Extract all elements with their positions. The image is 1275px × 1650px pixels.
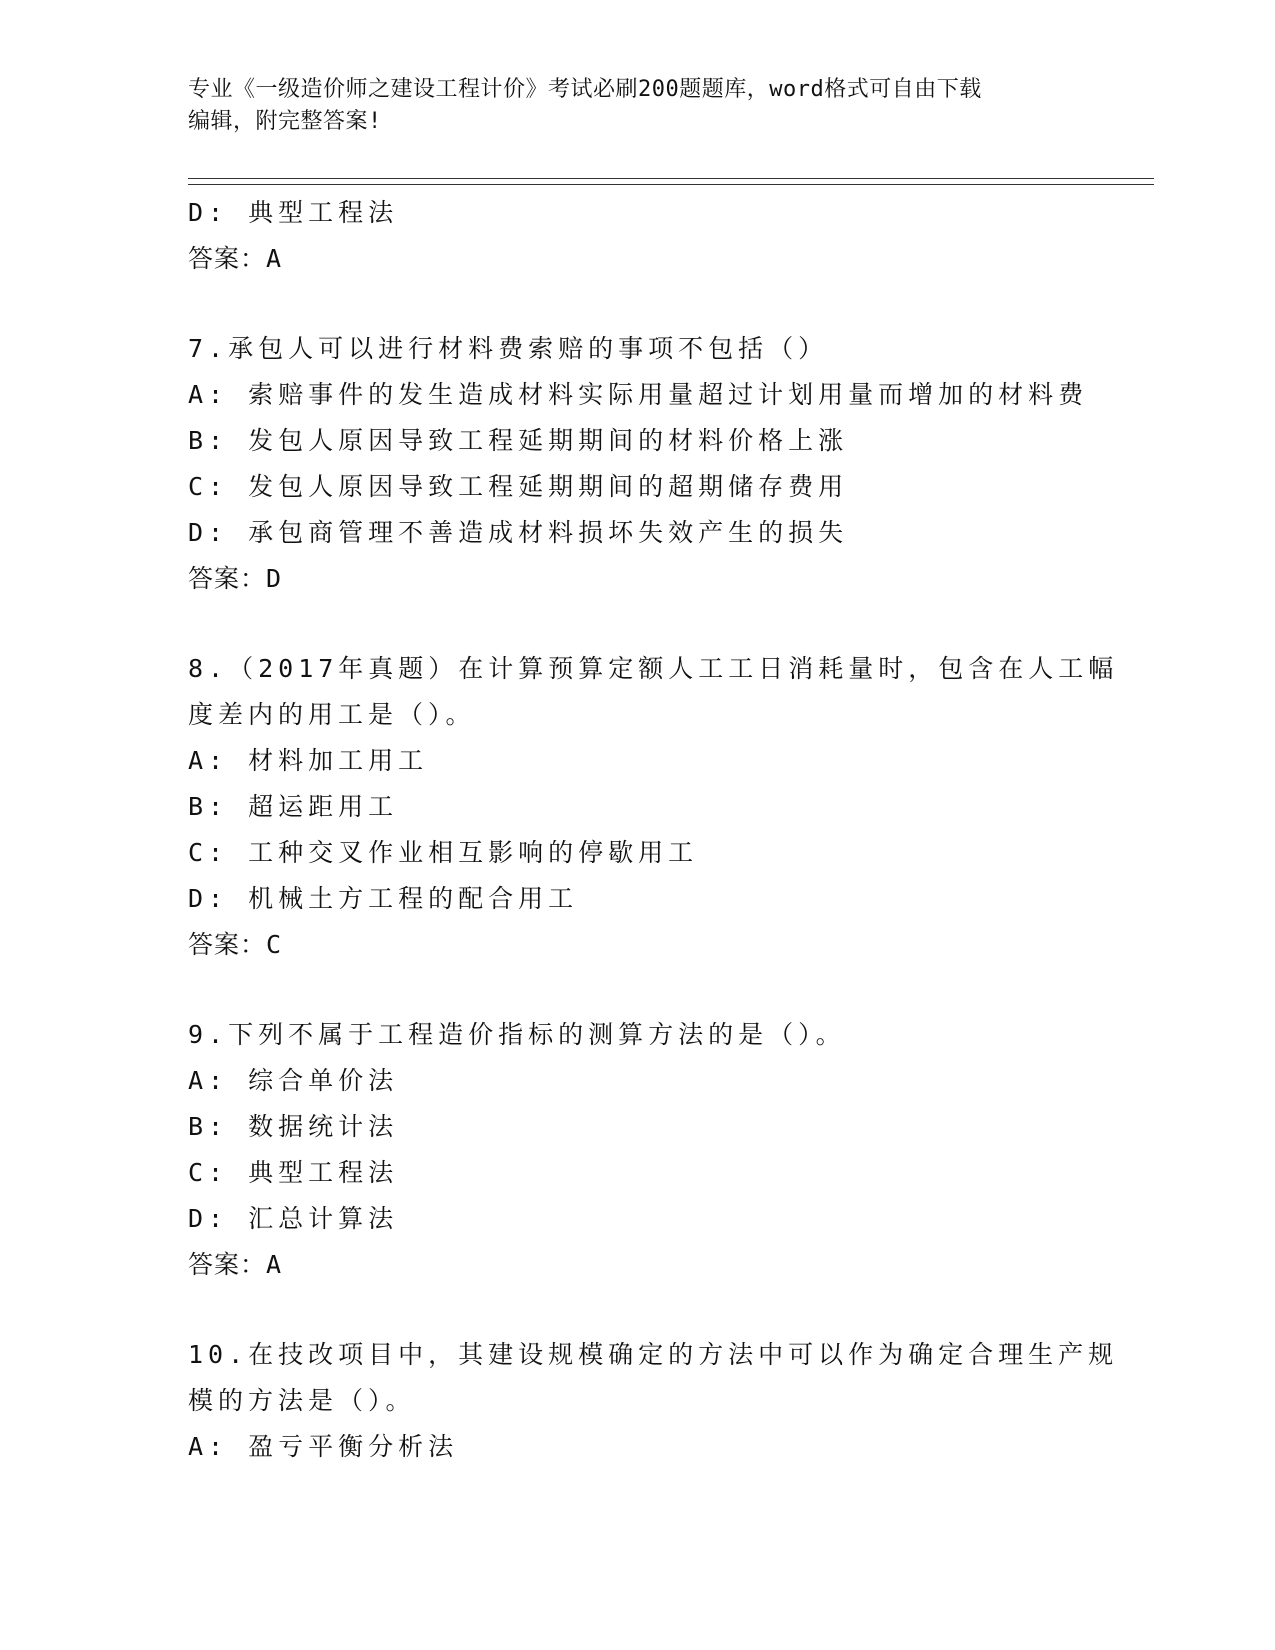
question-8 [188,646,1148,968]
option-a: A: 索赔事件的发生造成材料实际用量超过计划用量而增加的材料费 [188,380,1089,409]
option-a: A: 综合单价法 [188,1066,399,1095]
spacer [188,1288,1148,1332]
option-b: B: 发包人原因导致工程延期期间的材料价格上涨 [188,426,849,455]
answer-line: 答案：C [188,930,283,959]
option-a: A: 盈亏平衡分析法 [188,1432,459,1461]
option-c: C: 典型工程法 [188,1158,399,1187]
question-stem-line-1: 8.（2017年真题）在计算预算定额人工工日消耗量时，包含在人工幅 [188,654,1119,683]
option-c: C: 发包人原因导致工程延期期间的超期储存费用 [188,472,849,501]
option-d: D: 典型工程法 [188,198,399,227]
spacer [188,968,1148,1012]
question-6-tail [188,190,1148,282]
option-b: B: 超运距用工 [188,792,399,821]
question-stem-line-2: 模的方法是（）。 [188,1386,416,1415]
question-stem-line-1: 10.在技改项目中，其建设规模确定的方法中可以作为确定合理生产规 [188,1340,1119,1369]
header-line-1: 专业《一级造价师之建设工程计价》考试必刷200题题库，word格式可自由下载 [188,77,982,102]
question-list [188,190,1148,1470]
question-9 [188,1012,1148,1288]
spacer [188,602,1148,646]
option-a: A: 材料加工用工 [188,746,429,775]
option-d: D: 机械土方工程的配合用工 [188,884,579,913]
spacer [188,282,1148,326]
header-divider [188,178,1154,185]
header-line-2: 编辑，附完整答案! [188,109,382,134]
page-header [188,74,1088,138]
question-stem: 9.下列不属于工程造价指标的测算方法的是（）。 [188,1020,846,1049]
option-d: D: 承包商管理不善造成材料损坏失效产生的损失 [188,518,849,547]
question-stem-line-2: 度差内的用工是（）。 [188,700,476,729]
option-c: C: 工种交叉作业相互影响的停歇用工 [188,838,699,867]
question-7 [188,326,1148,602]
question-stem: 7.承包人可以进行材料费索赔的事项不包括（） [188,334,829,363]
answer-line: 答案：A [188,244,283,273]
option-b: B: 数据统计法 [188,1112,399,1141]
option-d: D: 汇总计算法 [188,1204,399,1233]
answer-line: 答案：A [188,1250,283,1279]
answer-line: 答案：D [188,564,283,593]
question-10 [188,1332,1148,1470]
